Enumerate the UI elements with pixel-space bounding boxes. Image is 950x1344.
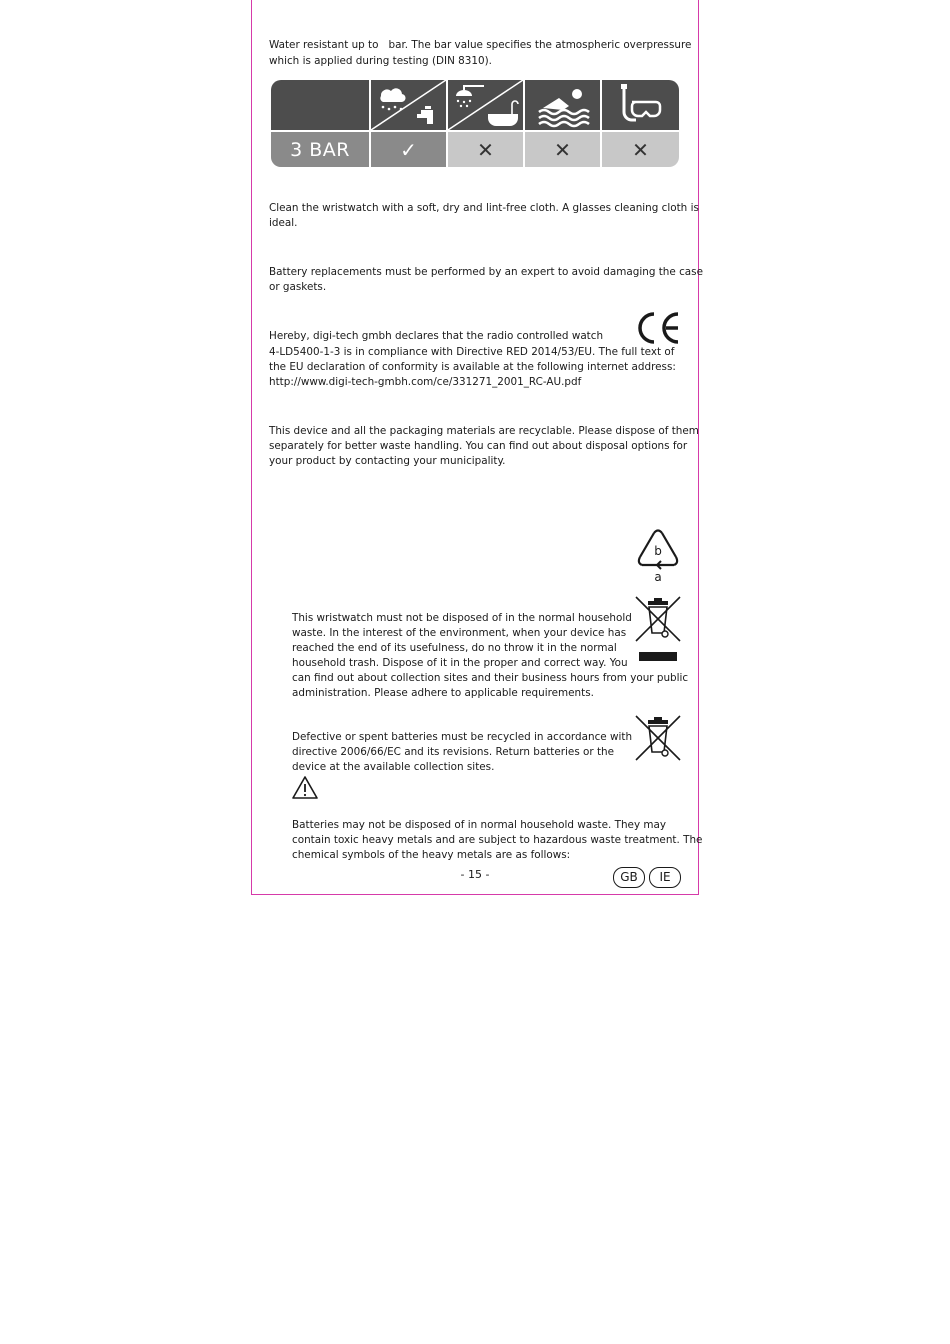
country-badge-ie: IE <box>649 867 681 888</box>
disposal-line2: waste. In the interest of the environment, when your device has <box>292 627 627 639</box>
recycling-code-a: a <box>654 570 662 584</box>
bar-rating-cell <box>271 132 369 167</box>
disposal-line4: household trash. Dispose of it in the proper and correct way. You <box>292 657 628 669</box>
status-cell-shower <box>448 132 523 167</box>
battery-line1: Battery replacements must be performed by an expert to avoid damaging the case <box>269 266 703 278</box>
disposal-line1: This wristwatch must not be disposed of in the normal household <box>292 612 632 624</box>
battery-line2: or gaskets. <box>269 281 327 293</box>
heavy-metals-line2: contain toxic heavy metals and are subject to hazardous waste treatment. The <box>292 834 703 846</box>
conformity-url: http://www.digi-tech-gmbh.com/ce/331271_2001_RC-AU.pdf <box>269 376 582 388</box>
recycling-code-b: b <box>654 544 662 558</box>
cleaning-line1: Clean the wristwatch with a soft, dry and lint-free cloth. A glasses cleaning cloth is <box>269 202 699 214</box>
recycling-line3: your product by contacting your municipality. <box>269 455 506 467</box>
recycling-triangle-icon <box>634 527 682 589</box>
column-divider <box>600 80 602 168</box>
battery-recycle-line1: Defective or spent batteries must be recycled in accordance with <box>292 731 633 743</box>
disposal-line3: reached the end of its usefulness, do no throw it in the normal <box>292 642 617 654</box>
bar-rating-label: 3 BAR <box>290 138 350 161</box>
crossed-bin-icon <box>634 595 682 667</box>
heavy-metals-line1: Batteries may not be disposed of in normal household waste. They may <box>292 819 667 831</box>
page-number: - 15 - <box>460 868 490 881</box>
recycling-line2: separately for better waste handling. You can find out about disposal options for <box>269 440 688 452</box>
swimming-icon <box>525 80 600 130</box>
cross-icon: ✕ <box>554 137 571 162</box>
shower-bath-icon <box>448 80 523 130</box>
conformity-line1: Hereby, digi-tech gmbh declares that the radio controlled watch <box>269 330 604 342</box>
rain-tap-icon <box>371 80 446 130</box>
cross-icon: ✕ <box>632 137 649 162</box>
status-cell-snorkel <box>602 132 679 167</box>
conformity-line3: the EU declaration of conformity is available at the following internet address: <box>269 361 676 373</box>
recycling-line1: This device and all the packaging materials are recyclable. Please dispose of them <box>269 425 699 437</box>
cross-icon: ✕ <box>477 137 494 162</box>
conformity-line2: 4-LD5400-1-3 is in compliance with Directive RED 2014/53/EU. The full text of <box>269 346 675 358</box>
water-intro-line2: which is applied during testing (DIN 8310). <box>269 55 492 67</box>
ce-mark-icon <box>634 310 682 350</box>
battery-recycle-line2: directive 2006/66/EC and its revisions. Return batteries or the <box>292 746 615 758</box>
status-cell-swim <box>525 132 600 167</box>
column-divider <box>446 80 448 168</box>
battery-recycle-line3: device at the available collection sites. <box>292 761 495 773</box>
column-divider <box>523 80 525 168</box>
country-badge-gb: GB <box>613 867 645 888</box>
cleaning-line2: ideal. <box>269 217 298 229</box>
water-intro-line1: Water resistant up to bar. The bar value specifies the atmospheric overpressure <box>269 39 692 51</box>
heavy-metals-line3: chemical symbols of the heavy metals are as follows: <box>292 849 571 861</box>
column-divider <box>369 80 371 168</box>
disposal-line5: can find out about collection sites and their business hours from your public <box>292 672 689 684</box>
water-resistance-table <box>271 80 679 168</box>
crossed-bin-battery-icon <box>634 714 682 768</box>
status-cell-rain <box>371 132 446 167</box>
disposal-line6: administration. Please adhere to applicable requirements. <box>292 687 594 699</box>
snorkel-mask-icon <box>602 80 679 130</box>
check-icon: ✓ <box>400 137 417 162</box>
warning-triangle-icon <box>291 775 319 805</box>
